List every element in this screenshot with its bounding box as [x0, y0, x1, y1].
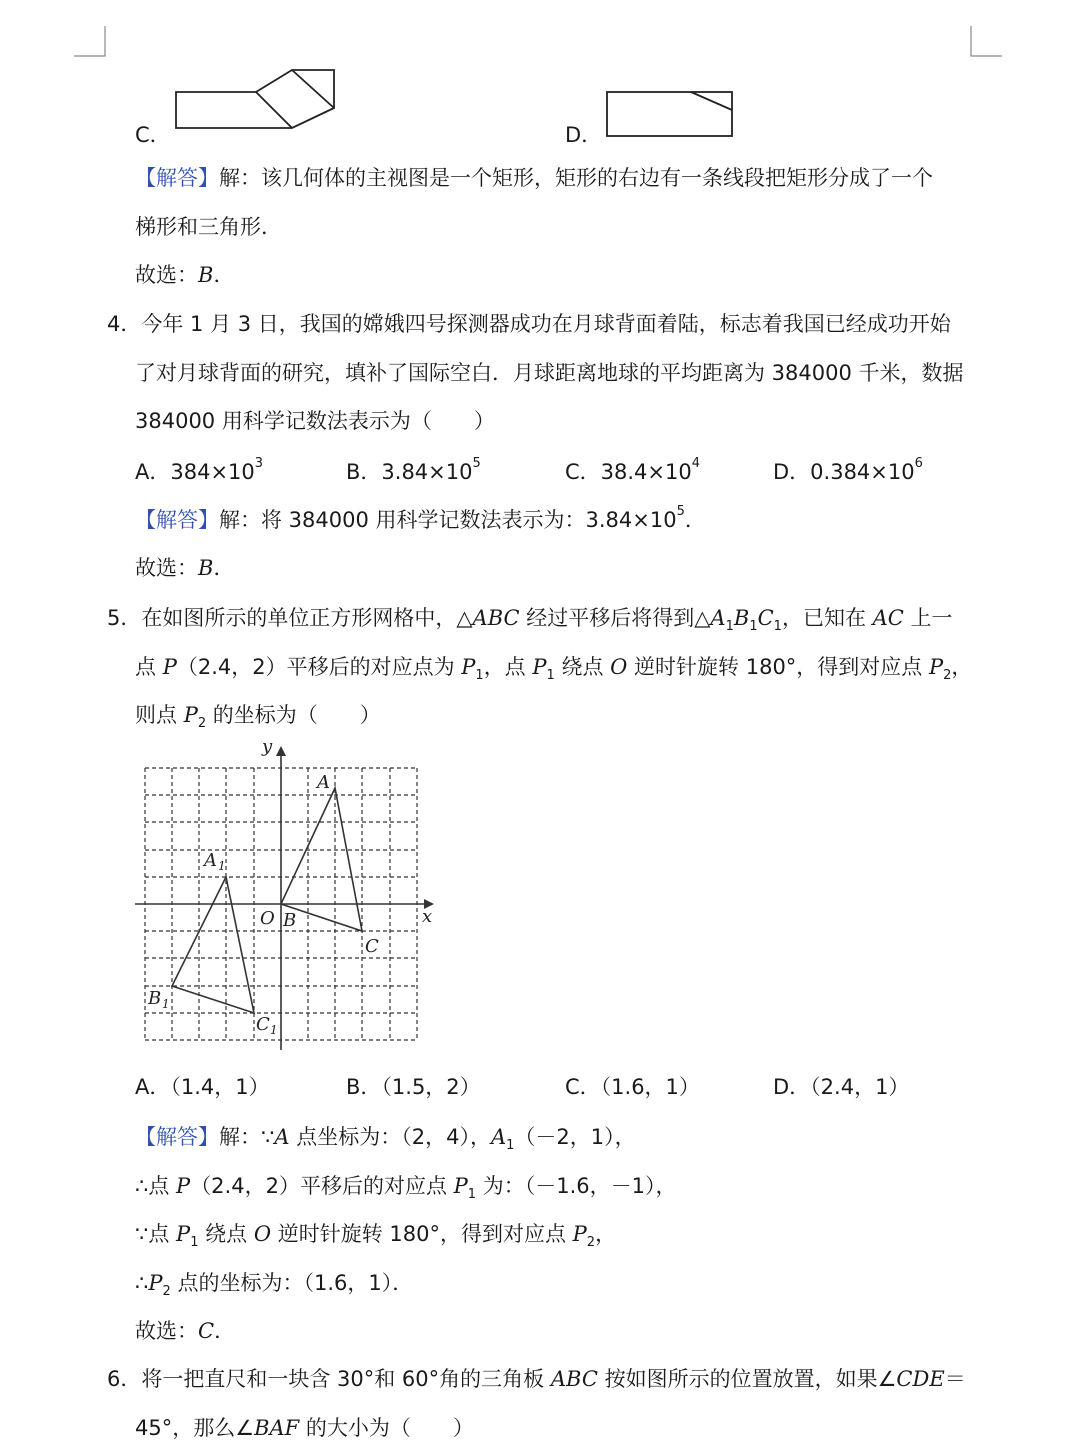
point-a1-label: A: [204, 850, 217, 871]
q3-option-d-label: D．: [565, 123, 603, 147]
q3-option-c-figure: [174, 68, 338, 132]
y-axis-label: y: [262, 736, 273, 757]
q3-choose: 故选：B．: [135, 263, 235, 287]
q3-answer-line-2: 梯形和三角形．: [135, 215, 282, 239]
q4-option-d: D．$0.384\times 10^6$: [773, 456, 923, 484]
q3-option-c-label: C．: [135, 123, 171, 147]
q3-answer-line-1: 【解答】解：该几何体的主视图是一个矩形，矩形的右边有一条线段把矩形分成了一个: [135, 166, 933, 190]
answer-tag: 【解答】: [135, 508, 219, 532]
crop-mark-left: [74, 26, 108, 58]
q4-option-a: A．$384\times 10^3$: [135, 456, 264, 484]
q5-option-a: A．（1.4，1）: [135, 1075, 270, 1099]
svg-text:1: 1: [270, 1023, 278, 1037]
q5-stem-line-1: 5．在如图所示的单位正方形网格中，△ABC 经过平移后将得到$\triangle A_1B_1C_1$，已知在 AC 上一: [107, 606, 953, 635]
point-b1-label: B: [148, 988, 162, 1009]
q4-stem-line-3: 384000 用科学记数法表示为（ ）: [135, 409, 495, 433]
q6-stem-line-1: 6．将一把直尺和一块含 30°和 60°角的三角板 ABC 按如图所示的位置放置，如果∠CDE＝: [107, 1367, 966, 1391]
q4-option-c: C．$38.4\times 10^4$: [565, 456, 701, 484]
x-axis-label: x: [422, 906, 433, 927]
triangle-a1b1c1: [172, 877, 254, 1013]
q5-option-b: B．（1.5，2）: [346, 1075, 481, 1099]
q5-option-d: D．（2.4，1）: [773, 1075, 910, 1099]
q5-stem-line-3: 则点 $P_2$ 的坐标为（ ）: [135, 703, 381, 732]
point-b-label: B: [283, 910, 297, 931]
q5-answer-line-2: ∴点 P（2.4，2）平移后的对应点 $P_1$ 为：（－1.6，－1），: [135, 1174, 677, 1203]
q5-stem-line-2: 点 P（2.4，2）平移后的对应点为 $P_1$，点 $P_1$ 绕点 O 逆时针旋转 180°，得到对应点 $P_2$，: [135, 655, 973, 684]
answer-tag: 【解答】: [135, 1125, 219, 1149]
answer-tag: 【解答】: [135, 166, 219, 190]
q5-answer-line-1: 【解答】解：∵A 点坐标为：（2，4），$A_1(-2$，1），: [135, 1125, 636, 1154]
crop-mark-right: [970, 26, 1004, 58]
q6-stem-line-2: 45°，那么∠BAF 的大小为（ ）: [135, 1416, 474, 1440]
q5-answer-line-3: ∵点 $P_1$ 绕点 O 逆时针旋转 180°，得到对应点 $P_2$，: [135, 1222, 617, 1251]
q5-option-c: C．（1.6，1）: [565, 1075, 700, 1099]
svg-text:1: 1: [218, 859, 226, 873]
svg-text:1: 1: [162, 997, 170, 1011]
q4-stem-line-2: 了对月球背面的研究，填补了国际空白．月球距离地球的平均距离为 384000 千米，数据: [135, 361, 964, 385]
point-c-label: C: [365, 936, 379, 957]
point-c1-label: C: [256, 1014, 270, 1035]
q4-answer: 【解答】解：将 384000 用科学记数法表示为：$3.84\times 10^5$．: [135, 504, 706, 532]
q3-option-d-figure: [605, 90, 735, 138]
point-a-label: A: [317, 772, 330, 793]
origin-label: O: [260, 908, 275, 929]
q4-choose: 故选：B．: [135, 556, 235, 580]
q4-option-b: B．$3.84\times 10^5$: [346, 456, 481, 484]
q5-answer-line-4: $\therefore P_2$ 点的坐标为：（1.6，1）．: [135, 1271, 414, 1300]
q5-coordinate-grid: [130, 738, 445, 1058]
q5-choose: 故选：C．: [135, 1319, 236, 1343]
q4-stem-line-1: 4．今年 1 月 3 日，我国的嫦娥四号探测器成功在月球背面着陆，标志着我国已经成功开始: [107, 312, 951, 336]
